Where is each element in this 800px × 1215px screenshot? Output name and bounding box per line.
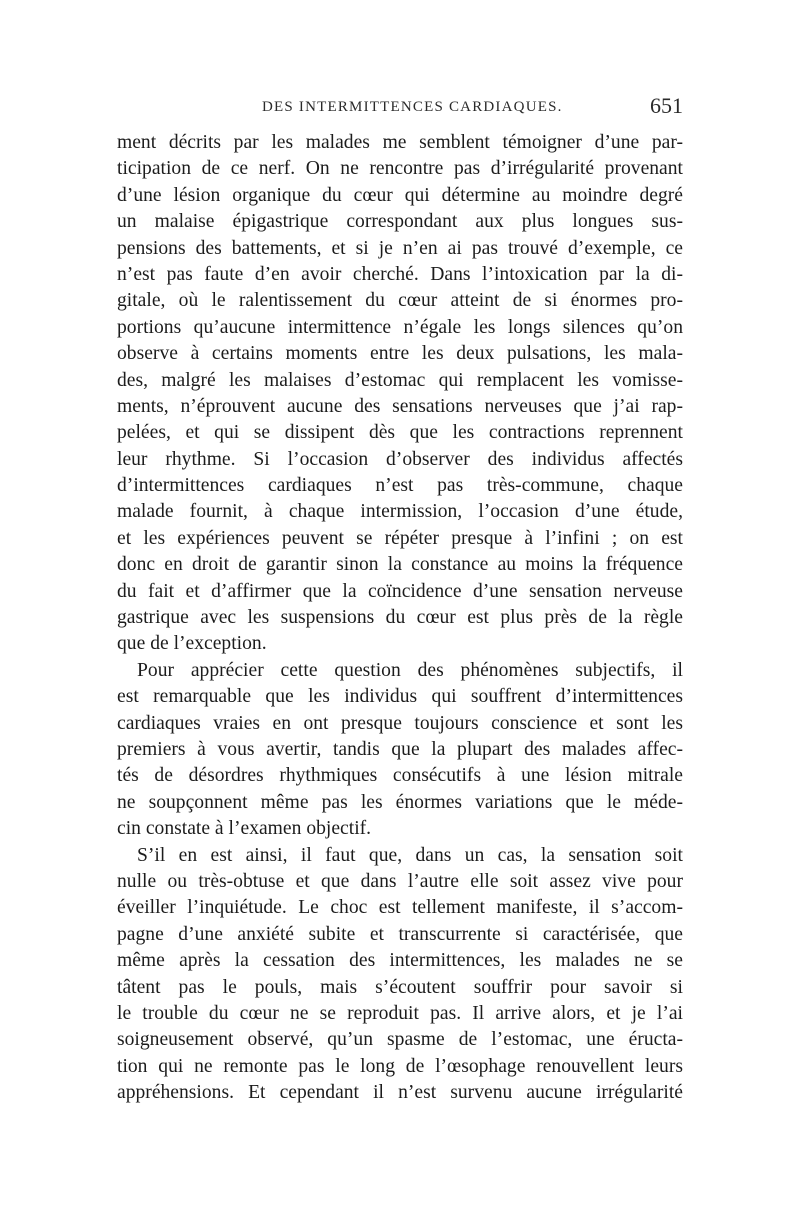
text-line: soigneusement observé, qu’un spasme de l’estomac, une éructa- bbox=[117, 1029, 683, 1051]
text-line: gitale, où le ralentissement du cœur atteint de si énormes pro- bbox=[117, 290, 683, 312]
text-line: est remarquable que les individus qui souffrent d’intermittences bbox=[117, 686, 683, 708]
text-line: ments, n’éprouvent aucune des sensations nerveuses que j’ai rap- bbox=[117, 395, 683, 417]
paragraph-end-line: cin constate à l’examen objectif. bbox=[117, 818, 372, 840]
text-line: et les expériences peuvent se répéter presque à l’infini ; on est bbox=[117, 527, 683, 549]
text-line: d’une lésion organique du cœur qui détermine au moindre degré bbox=[117, 184, 683, 206]
page-number: 651 bbox=[650, 93, 683, 118]
text-line: éveiller l’inquiétude. Le choc est tellement manifeste, il s’accom- bbox=[117, 897, 683, 919]
text-line: donc en droit de garantir sinon la constance au moins la fréquence bbox=[117, 554, 683, 576]
text-line: ticipation de ce nerf. On ne rencontre pas d’irrégularité provenant bbox=[117, 158, 683, 180]
text-line: gastrique avec les suspensions du cœur est plus près de la règle bbox=[117, 607, 683, 629]
text-line: pensions des battements, et si je n’en ai pas trouvé d’exemple, ce bbox=[117, 237, 683, 259]
body-text bbox=[117, 130, 683, 1106]
text-line: pagne d’une anxiété subite et transcurrente si caractérisée, que bbox=[117, 923, 683, 945]
text-line: tâtent pas le pouls, mais s’écoutent souffrir pour savoir si bbox=[117, 976, 683, 998]
text-line: le trouble du cœur ne se reproduit pas. Il arrive alors, et je l’ai bbox=[117, 1002, 683, 1024]
paragraph-start-line: Pour apprécier cette question des phénomènes subjectifs, il bbox=[137, 659, 683, 681]
paragraph-end-line: que de l’exception. bbox=[117, 633, 267, 655]
text-line: ne soupçonnent même pas les énormes variations que le méde- bbox=[117, 791, 683, 813]
running-title: DES INTERMITTENCES CARDIAQUES. bbox=[262, 99, 563, 115]
text-line: cardiaques vraies en ont presque toujours conscience et sont les bbox=[117, 712, 683, 734]
running-head bbox=[117, 93, 683, 123]
text-line: observe à certains moments entre les deux pulsations, les mala- bbox=[117, 343, 683, 365]
text-line: un malaise épigastrique correspondant aux plus longues sus- bbox=[117, 211, 683, 233]
text-line: des, malgré les malaises d’estomac qui remplacent les vomisse- bbox=[117, 369, 683, 391]
text-line: d’intermittences cardiaques n’est pas très-commune, chaque bbox=[117, 475, 683, 497]
text-line: du fait et d’affirmer que la coïncidence d’une sensation nerveuse bbox=[117, 580, 683, 602]
text-line: portions qu’aucune intermittence n’égale les longs silences qu’on bbox=[117, 316, 683, 338]
text-line: premiers à vous avertir, tandis que la plupart des malades affec- bbox=[117, 738, 683, 760]
paragraph-start-line: S’il en est ainsi, il faut que, dans un cas, la sensation soit bbox=[137, 844, 683, 866]
text-line: tion qui ne remonte pas le long de l’œsophage renouvellent leurs bbox=[117, 1055, 683, 1077]
text-line: appréhensions. Et cependant il n’est survenu aucune irrégularité bbox=[117, 1082, 683, 1104]
text-line: malade fournit, à chaque intermission, l’occasion d’une étude, bbox=[117, 501, 683, 523]
text-line: même après la cessation des intermittences, les malades ne se bbox=[117, 950, 683, 972]
text-line: n’est pas faute d’en avoir cherché. Dans l’intoxication par la di- bbox=[117, 263, 683, 285]
text-line: pelées, et qui se dissipent dès que les contractions reprennent bbox=[117, 422, 683, 444]
text-line: ment décrits par les malades me semblent témoigner d’une par- bbox=[117, 132, 683, 153]
text-line: tés de désordres rhythmiques consécutifs à une lésion mitrale bbox=[117, 765, 683, 787]
text-line: nulle ou très-obtuse et que dans l’autre elle soit assez vive pour bbox=[117, 870, 683, 892]
text-line: leur rhythme. Si l’occasion d’observer des individus affectés bbox=[117, 448, 683, 470]
